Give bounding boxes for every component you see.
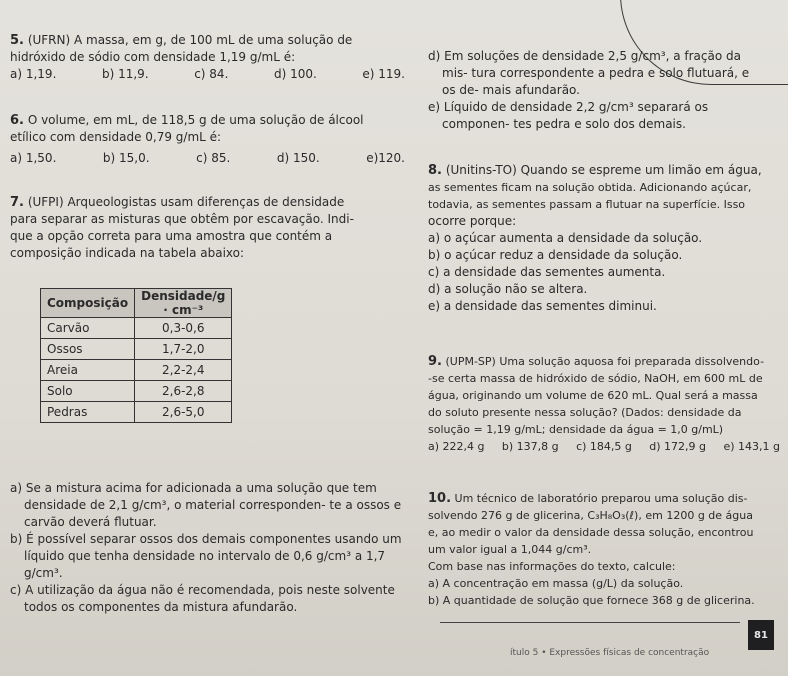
option-e: e)120.: [366, 151, 405, 165]
cell-density: 2,6-5,0: [135, 402, 232, 423]
option-b: b) o açúcar reduz a densidade da solução.: [428, 248, 683, 262]
option-c: c) 84.: [194, 67, 229, 81]
question-text: todavia, as sementes passam a flutuar na superfície. Isso: [428, 198, 746, 211]
question-text: etílico com densidade 0,79 g/mL é:: [10, 130, 222, 144]
table-row: [41, 360, 232, 381]
question-text: que a opção correta para uma amostra que contém a: [10, 229, 333, 243]
option-e: e) 143,1 g: [723, 440, 780, 453]
options-row: [10, 150, 405, 167]
question-number: 5.: [10, 33, 24, 48]
option-c: c) a densidade das sementes aumenta.: [428, 265, 666, 279]
composition-table: [40, 288, 232, 423]
question-text: solvendo 276 g de glicerina, C₃H₈O₃(ℓ), em 1200 g de água: [428, 509, 753, 522]
table-row: [41, 381, 232, 402]
cell-material: Ossos: [41, 339, 135, 360]
page-number: 81: [748, 620, 774, 650]
option-e: e) 119.: [362, 67, 405, 81]
question-text: água, originando um volume de 620 mL. Qual será a massa: [428, 389, 758, 402]
item-a: a) A concentração em massa (g/L) da solução.: [428, 577, 684, 590]
cell-material: Pedras: [41, 402, 135, 423]
cell-density: 2,2-2,4: [135, 360, 232, 381]
option-d: d) 100.: [273, 67, 317, 81]
table-header-row: [41, 289, 232, 318]
option-a: a) 1,19.: [10, 67, 57, 81]
question-text: e, ao medir o valor da densidade dessa solução, encontrou: [428, 526, 754, 539]
question-5: [10, 32, 420, 83]
question-7: [10, 194, 420, 262]
table-row: [41, 339, 232, 360]
question-8: [428, 162, 783, 315]
question-number: 10.: [428, 491, 452, 506]
option-c: c) 184,5 g: [576, 440, 632, 453]
question-number: 7.: [10, 195, 24, 210]
header-composition: Composição: [41, 289, 135, 318]
chapter-footer: ítulo 5 • Expressões físicas de concentração: [510, 648, 710, 658]
question-text: hidróxido de sódio com densidade 1,19 g/mL é:: [10, 50, 296, 64]
cell-density: 0,3-0,6: [135, 318, 232, 339]
option-d: d) a solução não se altera.: [428, 282, 588, 296]
question-7-items-right: [428, 48, 763, 133]
option-b: b) 137,8 g: [501, 440, 559, 453]
question-6: [10, 112, 420, 167]
cell-material: Carvão: [41, 318, 135, 339]
question-text: ocorre porque:: [428, 214, 517, 228]
cell-density: 1,7-2,0: [135, 339, 232, 360]
option-d: d) 150.: [276, 151, 320, 165]
table-row: [41, 402, 232, 423]
question-9: [428, 353, 783, 455]
option-e: e) a densidade das sementes diminui.: [428, 299, 657, 313]
question-number: 6.: [10, 113, 24, 128]
question-text: Com base nas informações do texto, calcule:: [428, 560, 676, 573]
option-a: a) 222,4 g: [428, 440, 485, 453]
option-d: d) 172,9 g: [649, 440, 707, 453]
item-d: d) Em soluções de densidade 2,5 g/cm³, a fração da mis- tura correspondente a pedra e solo flutuará, e os de- mais afundarão.: [428, 49, 750, 97]
option-a: a) 1,50.: [10, 151, 57, 165]
question-text: as sementes ficam na solução obtida. Adicionando açúcar,: [428, 181, 752, 194]
question-text: O volume, em mL, de 118,5 g de uma solução de álcool: [27, 113, 364, 127]
question-text: (UPM-SP) Uma solução aquosa foi preparada dissolvendo-: [445, 355, 765, 368]
table-row: [41, 318, 232, 339]
question-text: para separar as misturas que obtêm por escavação. Indi-: [10, 212, 354, 226]
question-text: -se certa massa de hidróxido de sódio, NaOH, em 600 mL de: [428, 372, 763, 385]
cell-density: 2,6-2,8: [135, 381, 232, 402]
cell-material: Solo: [41, 381, 135, 402]
question-10: [428, 490, 783, 609]
option-a: a) o açúcar aumenta a densidade da solução.: [428, 231, 703, 245]
question-text: (Unitins-TO) Quando se espreme um limão em água,: [445, 163, 762, 177]
option-b: b) 15,0.: [102, 151, 150, 165]
item-b: b) É possível separar ossos dos demais componentes usando um líquido que tenha densidade no intervalo de 0,6 g/cm³ a 1,7 g/cm³.: [10, 532, 402, 580]
question-text: (UFRN) A massa, em g, de 100 mL de uma solução de: [27, 33, 353, 47]
options-row: [10, 66, 405, 83]
question-text: Um técnico de laboratório preparou uma solução dis-: [454, 492, 748, 505]
option-c: c) 85.: [196, 151, 231, 165]
question-text: solução = 1,19 g/mL; densidade da água = 1,0 g/mL): [428, 423, 724, 436]
question-7-items: [10, 480, 415, 616]
item-a: a) Se a mistura acima for adicionada a uma solução que tem densidade de 2,1 g/cm³, o material corresponden- te a ossos e carvão deverá flutuar.: [10, 481, 402, 529]
header-density: Densidade/g · cm⁻³: [135, 289, 232, 318]
divider: [440, 622, 740, 623]
question-text: (UFPI) Arqueologistas usam diferenças de densidade: [27, 195, 345, 209]
question-text: um valor igual a 1,044 g/cm³.: [428, 543, 592, 556]
question-text: composição indicada na tabela abaixo:: [10, 246, 245, 260]
item-c: c) A utilização da água não é recomendada, pois neste solvente todos os componentes da mistura afundarão.: [10, 583, 395, 614]
item-e: e) Líquido de densidade 2,2 g/cm³ separará os componen- tes pedra e solo dos demais.: [428, 100, 709, 131]
cell-material: Areia: [41, 360, 135, 381]
question-number: 8.: [428, 163, 442, 178]
question-number: 9.: [428, 354, 442, 369]
question-text: do soluto presente nessa solução? (Dados: densidade da: [428, 406, 742, 419]
item-b: b) A quantidade de solução que fornece 368 g de glicerina.: [428, 594, 755, 607]
option-b: b) 11,9.: [101, 67, 149, 81]
options-row: [428, 438, 780, 455]
